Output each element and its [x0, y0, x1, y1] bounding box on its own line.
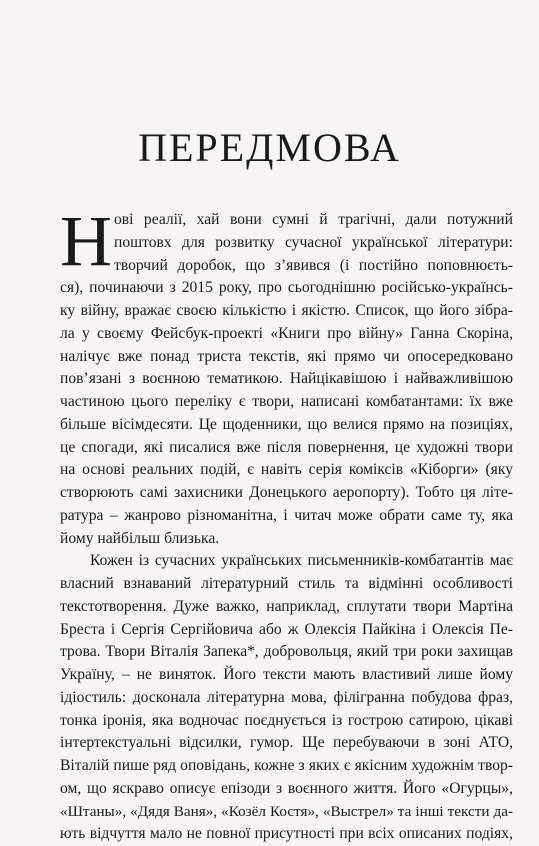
text-line: налічує вже понад триста текстів, які прямо чи опосередковано: [60, 347, 513, 365]
text-line: ратура – жанрово різноманітна, і читач може обрати саме ту, яка: [60, 506, 513, 524]
text-line: ла у своєму Фейсбук-проекті «Книги про війну» Ганна Скоріна,: [60, 324, 513, 342]
text-line: текстотворення. Дуже важко, наприклад, сплутати твори Мартіна: [60, 597, 513, 615]
text-line: творчий доробок, що з’явився (і постійно поповнюєть-: [114, 256, 513, 274]
text-line: Україну, – не виняток. Його тексти мають властивий лише йому: [60, 666, 513, 683]
text-line: на основі реальних подій, є навіть серія коміксів «Кіборги» (яку: [60, 461, 513, 479]
text-line: трова. Твори Віталія Запека*, добровольця, який три роки захищав: [60, 643, 513, 661]
text-line: поштовх для розвитку сучасної української літератури:: [114, 233, 513, 251]
text-line: «Штаны», «Дядя Ваня», «Козёл Костя», «Выстрел» та інші тексти да-: [60, 802, 513, 820]
drop-cap-letter: Н: [60, 201, 112, 281]
text-line: Бреста і Сергія Сергійовича або ж Олексія Пайкіна і Олексія Пе-: [60, 620, 513, 638]
text-line: Віталій пише ряд оповідань, кожне з яких є якісним художнім твор-: [60, 757, 513, 774]
text-line: створюють самі захисники Донецького аеропорту). Тобто ця літе-: [60, 484, 513, 501]
text-line: ють відчуття мало не повної присутності при всіх описаних подіях,: [60, 825, 513, 843]
text-line: йому найбільш близька.: [60, 529, 220, 547]
text-line: ся), починаючи з 2015 року, про сьогоднішню російсько-українсь-: [60, 279, 513, 297]
text-line: Кожен із сучасних українських письменників-комбатантів має: [90, 552, 513, 570]
text-line: тонка іронія, яка водночас поєднується із гострою сатирою, цікаві: [60, 711, 513, 729]
text-line: ом, що яскраво описує епізоди з воєнного життя. Його «Огурцы»,: [60, 779, 513, 797]
text-line: власний взнаваний літературний стиль та відмінні особливості: [60, 575, 513, 592]
text-line: ідіостиль: досконала літературна мова, філігранна побудова фраз,: [60, 688, 513, 706]
text-line: пов’язані з воєнною тематикою. Найцікавішою і найважливішою: [60, 370, 513, 388]
text-line: ку війну, вражає своєю кількістю і якістю. Список, що його зібра-: [60, 302, 513, 319]
page-title: ПЕРЕДМОВА: [138, 125, 401, 170]
text-line: більше вісімдесяти. Це щоденники, що велися прямо на позиціях,: [60, 415, 513, 433]
body-text: [60, 209, 513, 846]
text-line: це спогади, які писалися вже після повернення, це художні твори: [60, 438, 513, 456]
text-line: інтертекстуальні відсилки, гумор. Ще перебуваючи в зоні АТО,: [60, 734, 513, 752]
text-line: частиною цього переліку є твори, написані комбатантами: їх вже: [60, 393, 513, 410]
text-line: ові реалії, хай вони сумні й трагічні, дали потужний: [114, 211, 513, 228]
